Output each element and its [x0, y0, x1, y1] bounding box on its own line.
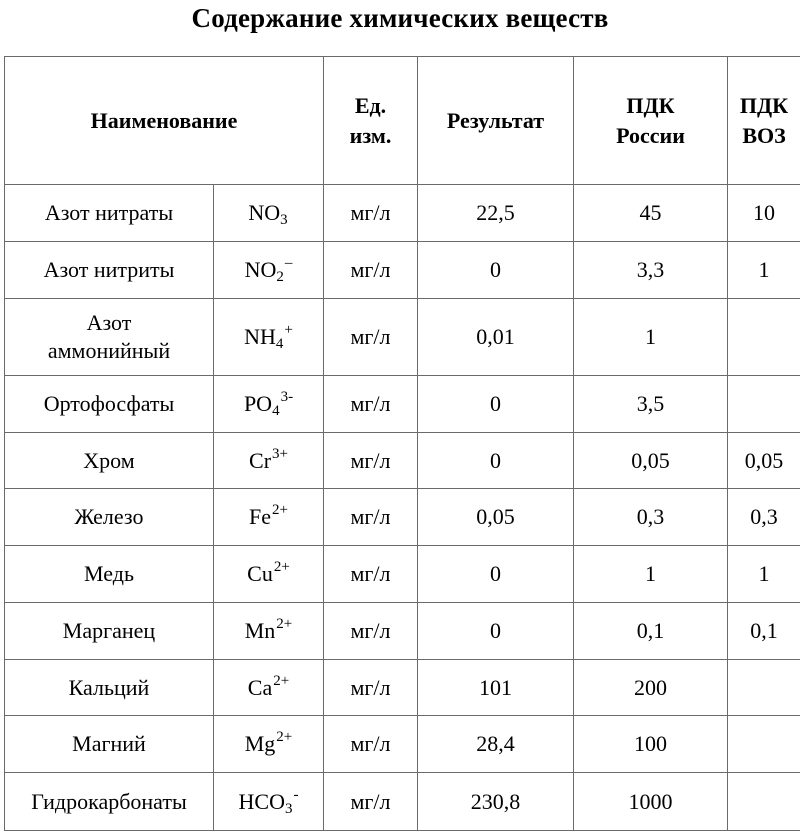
header-pdk-who: [728, 57, 800, 185]
result-cell: 0: [418, 242, 574, 299]
pdk-who-cell: 10: [728, 185, 800, 242]
result-cell: 22,5: [418, 185, 574, 242]
header-name: [5, 57, 324, 185]
page-title: Содержание химических веществ: [191, 3, 609, 33]
table-row: [5, 185, 800, 242]
unit-cell: мг/л: [324, 433, 418, 489]
result-cell: 0: [418, 603, 574, 660]
pdk-who-cell: 0,1: [728, 603, 800, 660]
unit-cell: мг/л: [324, 299, 418, 376]
pdk-who-cell: [728, 660, 800, 716]
unit-cell: мг/л: [324, 242, 418, 299]
substance-formula: $NO_2^-$: [214, 242, 324, 299]
table-row: [5, 433, 800, 489]
result-cell: 0: [418, 376, 574, 433]
table-row: [5, 716, 800, 773]
table-row: [5, 660, 800, 716]
substance-name: Магний: [5, 716, 214, 773]
result-cell: 0: [418, 433, 574, 489]
result-cell: 0,05: [418, 489, 574, 546]
substance-formula: $PO_4^{3-}$: [214, 376, 324, 433]
pdk-who-cell: [728, 299, 800, 376]
table-row: [5, 773, 800, 831]
substance-formula: $NO_3$: [214, 185, 324, 242]
table-row: [5, 376, 800, 433]
header-pdk-russia-line1: ПДК: [626, 92, 675, 118]
substance-name: Марганец: [5, 603, 214, 660]
substance-name: Азот аммонийный: [5, 299, 214, 376]
pdk-russia-cell: 0,05: [574, 433, 728, 489]
unit-cell: мг/л: [324, 185, 418, 242]
pdk-russia-cell: 0,1: [574, 603, 728, 660]
substance-name: Кальций: [5, 660, 214, 716]
table-row: [5, 299, 800, 376]
pdk-russia-cell: 1000: [574, 773, 728, 831]
pdk-russia-cell: 1: [574, 546, 728, 603]
result-cell: 0: [418, 546, 574, 603]
substance-formula: $NH_4^+$: [214, 299, 324, 376]
substance-formula: $Cu^{2+}$: [214, 546, 324, 603]
substance-name: Хром: [5, 433, 214, 489]
unit-cell: мг/л: [324, 489, 418, 546]
substance-formula: $Mg^{2+}$: [214, 716, 324, 773]
result-cell: 101: [418, 660, 574, 716]
table-row: [5, 546, 800, 603]
substance-name: Азот нитраты: [5, 185, 214, 242]
result-cell: 0,01: [418, 299, 574, 376]
unit-cell: мг/л: [324, 716, 418, 773]
table-body: [5, 185, 800, 831]
substance-formula: $Cr^{3+}$: [214, 433, 324, 489]
substance-name: Медь: [5, 546, 214, 603]
pdk-who-cell: 1: [728, 546, 800, 603]
pdk-russia-cell: 3,5: [574, 376, 728, 433]
pdk-russia-cell: 0,3: [574, 489, 728, 546]
pdk-who-cell: 0,3: [728, 489, 800, 546]
substance-formula: $HCO_3^-$: [214, 773, 324, 831]
substance-formula: $Mn^{2+}$: [214, 603, 324, 660]
header-unit: [324, 57, 418, 185]
header-pdk-russia-line2: России: [616, 122, 685, 148]
substance-formula: $Ca^{2+}$: [214, 660, 324, 716]
header-result: [418, 57, 574, 185]
unit-cell: мг/л: [324, 773, 418, 831]
header-result-label: Результат: [446, 107, 545, 133]
table-header-row: [5, 57, 800, 185]
unit-cell: мг/л: [324, 660, 418, 716]
substance-formula: $Fe^{2+}$: [214, 489, 324, 546]
pdk-russia-cell: 45: [574, 185, 728, 242]
pdk-russia-cell: 100: [574, 716, 728, 773]
result-cell: 28,4: [418, 716, 574, 773]
chemicals-table: [4, 56, 800, 831]
pdk-who-cell: 1: [728, 242, 800, 299]
substance-name: Железо: [5, 489, 214, 546]
header-unit-line1: Ед.: [354, 92, 387, 118]
header-pdk-who-line2: ВОЗ: [742, 122, 786, 148]
pdk-who-cell: [728, 716, 800, 773]
header-unit-line2: изм.: [349, 122, 392, 148]
table-row: [5, 242, 800, 299]
unit-cell: мг/л: [324, 376, 418, 433]
header-pdk-who-line1: ПДК: [739, 92, 789, 118]
table-row: [5, 603, 800, 660]
substance-name: Ортофосфаты: [5, 376, 214, 433]
pdk-russia-cell: 200: [574, 660, 728, 716]
unit-cell: мг/л: [324, 546, 418, 603]
pdk-russia-cell: 1: [574, 299, 728, 376]
unit-cell: мг/л: [324, 603, 418, 660]
result-cell: 230,8: [418, 773, 574, 831]
pdk-who-cell: [728, 376, 800, 433]
pdk-who-cell: 0,05: [728, 433, 800, 489]
table-row: [5, 489, 800, 546]
header-name-label: Наименование: [90, 107, 238, 133]
pdk-who-cell: [728, 773, 800, 831]
substance-name: Азот нитриты: [5, 242, 214, 299]
substance-name: Гидрокарбонаты: [5, 773, 214, 831]
pdk-russia-cell: 3,3: [574, 242, 728, 299]
header-pdk-russia: [574, 57, 728, 185]
